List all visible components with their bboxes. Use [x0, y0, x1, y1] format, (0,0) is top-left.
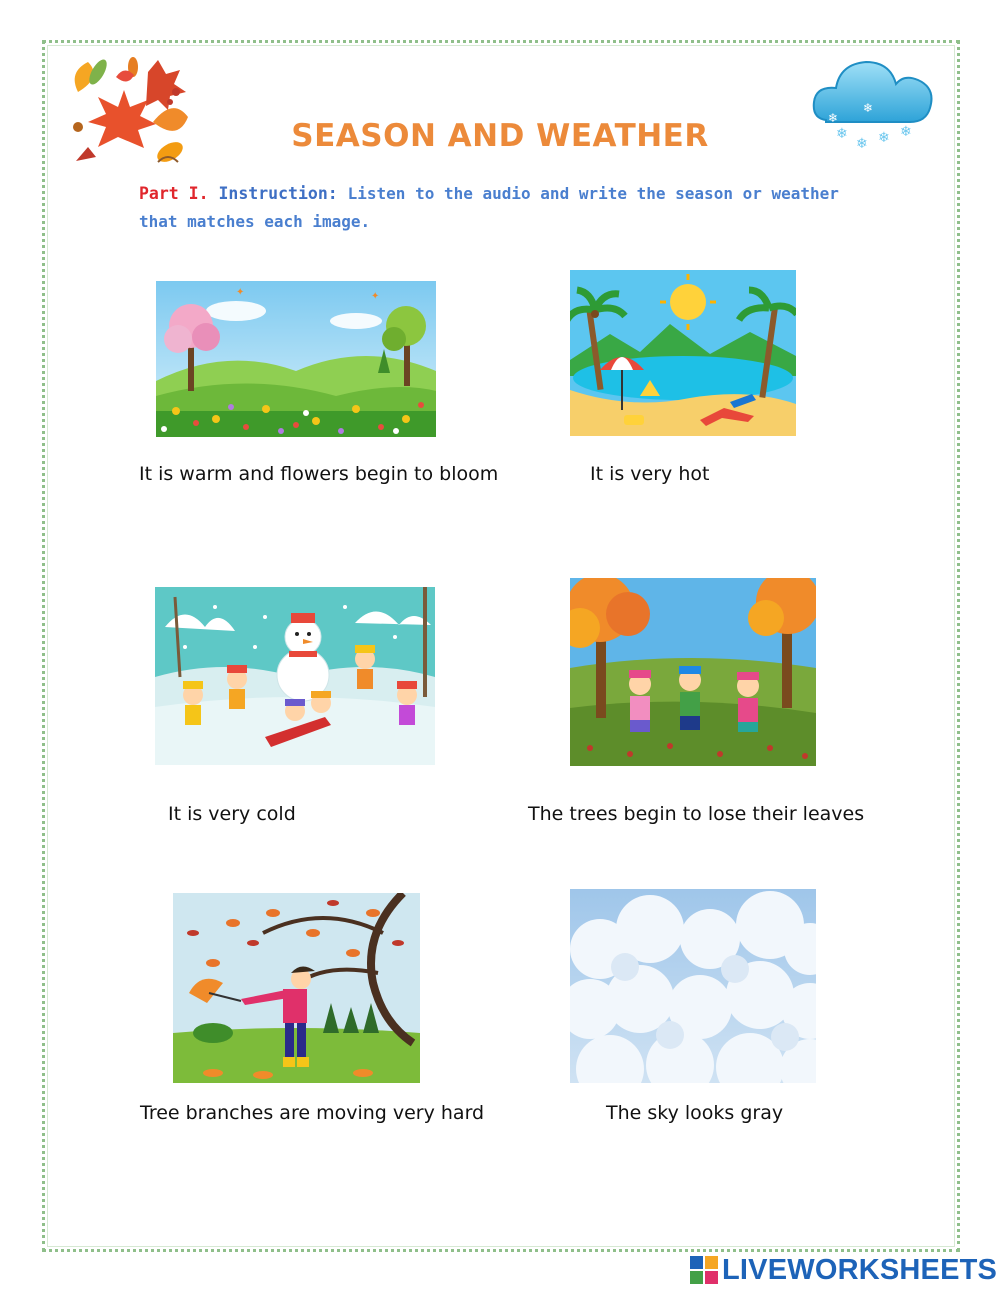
svg-text:❄: ❄ — [828, 111, 839, 125]
instruction-block — [139, 180, 859, 236]
logo-blocks-icon — [690, 1256, 718, 1284]
instruction-label: Instruction: — [218, 184, 338, 203]
winter-snowman-image — [155, 587, 435, 765]
svg-text:❄: ❄ — [836, 126, 848, 142]
caption-4: The trees begin to lose their leaves — [528, 803, 865, 825]
summer-beach-image — [570, 270, 796, 436]
page-title: SEASON AND WEATHER — [291, 118, 709, 154]
svg-text:❄: ❄ — [863, 101, 874, 115]
caption-1: It is warm and flowers begin to bloom — [139, 463, 499, 485]
svg-text:✦: ✦ — [236, 287, 245, 298]
autumn-leaves-decoration — [58, 52, 196, 172]
caption-3: It is very cold — [168, 803, 296, 825]
autumn-kids-image — [570, 578, 816, 766]
caption-5: Tree branches are moving very hard — [140, 1102, 485, 1124]
svg-text:✦: ✦ — [371, 291, 380, 302]
svg-text:❄: ❄ — [856, 136, 868, 152]
caption-6: The sky looks gray — [606, 1102, 784, 1124]
brand-name: LIVEWORKSHEETS — [722, 1253, 998, 1286]
caption-2: It is very hot — [590, 463, 710, 485]
cloudy-sky-image — [570, 889, 816, 1083]
instruction-text: Listen to the audio and write the season or weather that matches each image. — [139, 184, 839, 231]
part-label: Part I. — [139, 184, 209, 203]
svg-text:❄: ❄ — [878, 130, 890, 146]
liveworksheets-logo — [690, 1254, 997, 1286]
spring-meadow-image — [156, 281, 436, 437]
windy-day-image — [173, 893, 420, 1083]
svg-text:❄: ❄ — [900, 124, 912, 140]
